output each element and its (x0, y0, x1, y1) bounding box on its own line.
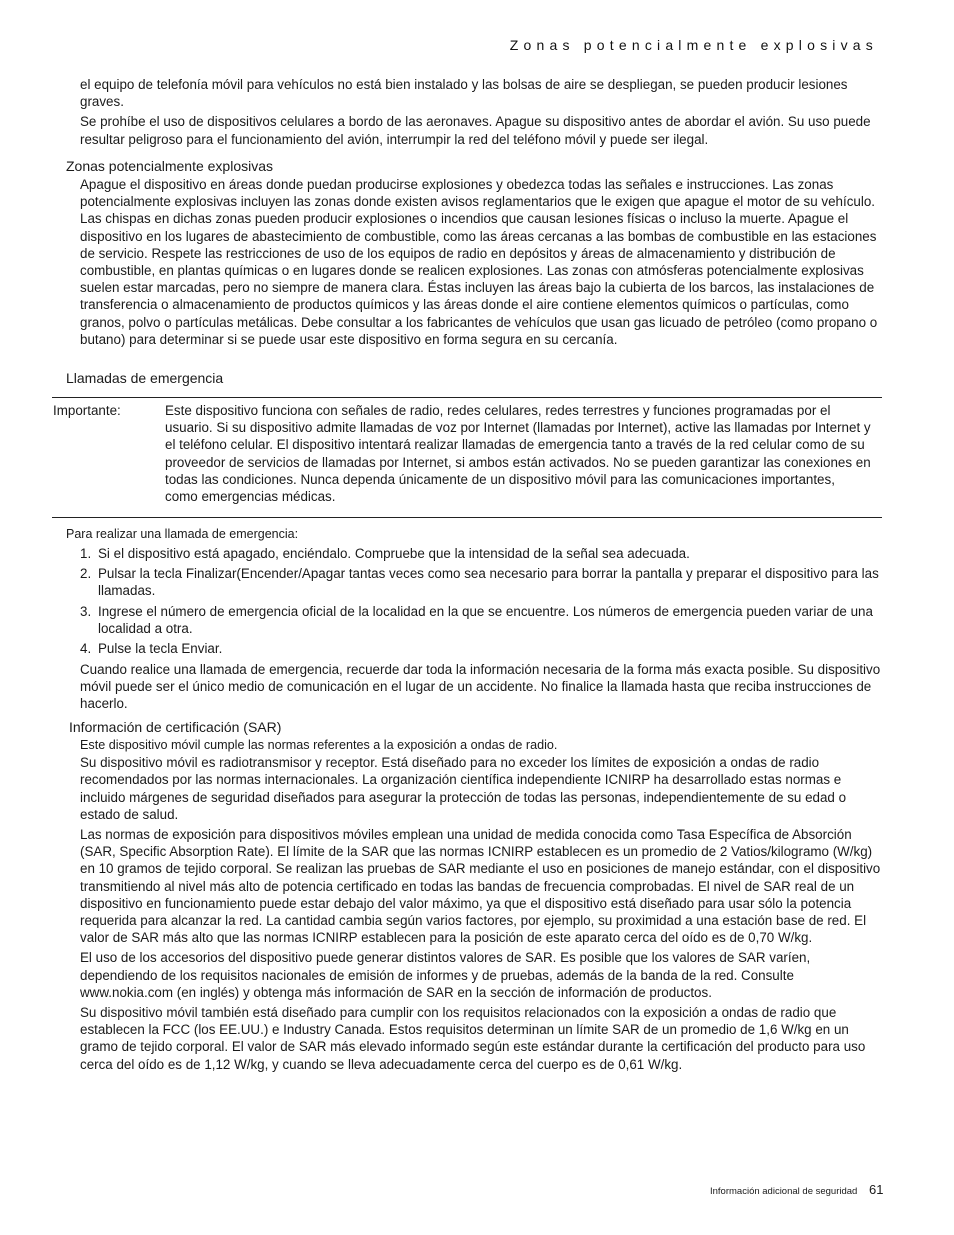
intro-paragraph: el equipo de telefonía móvil para vehículos no está bien instalado y las bolsas de aire se despliegan, se pueden producir lesiones graves. (80, 77, 848, 110)
sar-paragraph: El uso de los accesorios del dispositivo puede generar distintos valores de SAR. Es posible que los valores de SAR varíen, dependiendo de los requisitos nacionales de emisión de informes y de pruebas, además de la banda de la red. Consulte www.nokia.com (en inglés) y obtenga más información de SAR en la sección de información de productos. (80, 950, 811, 1000)
closing-paragraph: Cuando realice una llamada de emergencia, recuerde dar toda la información necesaria de la forma más exacta posible. Su dispositivo móvil puede ser el único medio de comunicación en el lugar de un accidente. No finalice la llamada hasta que reciba instrucciones de hacerlo. (80, 662, 881, 712)
sar-paragraph: Las normas de exposición para dispositivos móviles emplean una unidad de medida conocida como Tasa Específica de Absorción (SAR, Specific Absorption Rate). El límite de la SAR que las normas ICNIRP establecen es un promedio de 2 Vatios/kilogramo (W/kg) en 10 gramos de tejido corporal. Se realizan las pruebas de SAR mediante el uso en posiciones de manejo estándar, con el dispositivo transmitiendo al nivel más alto de potencia certificado en todas las bandas de frecuencia comprobadas. El nivel de SAR real de un dispositivo en funcionamiento puede estar debajo del valor máximo, ya que el dispositivo está diseñado para usar sólo la potencia requerida para alcanzar la red. La cantidad cambia según varios factores, por ejemplo, su proximidad a una estación base de red. El valor de SAR más alto que las normas ICNIRP establecen para la posición de este aparato cerca del oído es de 0,70 W/kg. (80, 827, 881, 946)
sar-paragraph: Su dispositivo móvil también está diseñado para cumplir con los requisitos relacionados con la exposición a ondas de radio que establecen la FCC (los EE.UU.) e Industry Canada. Estos requisitos determinan un límite SAR de un promedio de 1,6 W/kg en un gramo de tejido corporal. El valor de SAR más elevado informado según este estándar durante la certificación del producto para uso cerca del oído es de 1,12 W/kg, y cuando se lleva adecuadamente cerca del cuerpo es de 0,61 W/kg. (80, 1005, 866, 1072)
step-number: 3. (80, 603, 92, 619)
sar-lead: Este dispositivo móvil cumple las normas referentes a la exposición a ondas de radio. (80, 738, 558, 752)
step-text: Ingrese el número de emergencia oficial de la localidad en la que se encuentre. Los números de emergencia pueden variar de una localidad a otra. (98, 603, 873, 636)
step-item (80, 545, 884, 562)
intro-section (80, 76, 884, 148)
step-number: 1. (80, 546, 92, 561)
step-item (80, 603, 884, 637)
explosive-section (80, 176, 884, 348)
important-note-box (52, 397, 882, 518)
step-item (80, 640, 884, 657)
step-number: 2. (80, 566, 92, 582)
note-label: Importante: (53, 403, 121, 418)
step-number: 4. (80, 641, 92, 657)
emergency-closing (80, 661, 884, 713)
procedure-heading: Para realizar una llamada de emergencia: (66, 527, 299, 541)
footer-section-label: Información adicional de seguridad (710, 1186, 858, 1197)
section-heading-emergency: Llamadas de emergencia (66, 370, 224, 386)
explosive-paragraph: Apague el dispositivo en áreas donde puedan producirse explosiones y obedezca todas las señales e instrucciones. Las zonas potencialmente explosivas incluyen las zonas donde existen avisos reglamentarios que le exigen que apague el motor de su vehículo. Las chispas en dichas zonas pueden producir explosiones o incendios que causan lesiones físicas o incluso la muerte. Apague el dispositivo en los lugares de abastecimiento de combustible, como las áreas cercanas a las bombas de combustible en las estaciones de servicio. Respete las restricciones de uso de los equipos de radio en depósitos y áreas de almacenamiento y distribución de combustible, en plantas químicas o en lugares donde se realicen explosiones. Las zonas con atmósferas potencialmente explosivas suelen estar marcadas, pero no siempre de manera clara. Éstas incluyen las áreas bajo la cubierta de los barcos, las instalaciones de transferencia o almacenamiento de productos químicos y las áreas donde el aire contiene elementos químicos o partículas, como granos, polvo o partículas metálicas. Debe consultar a los fabricantes de vehículos que usan gas licuado de petróleo (como propano o butano) para determinar si se puede usar este dispositivo en forma segura en su cercanía. (80, 177, 878, 347)
page-number: 61 (869, 1182, 884, 1197)
sar-section (80, 737, 884, 1073)
sar-paragraph: Su dispositivo móvil es radiotransmisor y receptor. Está diseñado para no exceder los límites de exposición a ondas de radio recomendados por las normas internacionales. La organización científica independiente ICNIRP ha desarrollado estas normas e incluido márgenes de seguridad diseñados para asegurar la protección de todas las personas, independientemente de su edad o estado de salud. (80, 755, 847, 822)
section-heading-explosive: Zonas potencialmente explosivas (66, 158, 274, 174)
running-head: Zonas potencialmente explosivas (509, 37, 878, 53)
step-item (80, 565, 884, 599)
step-text: Si el dispositivo está apagado, enciéndalo. Compruebe que la intensidad de la señal sea adecuada. (98, 546, 690, 561)
note-text: Este dispositivo funciona con señales de radio, redes celulares, redes terrestres y funciones programadas por el usuario. Si su dispositivo admite llamadas de voz por Internet (llamadas por Internet), active las llamadas por Internet y el teléfono celular. El dispositivo intentará realizar llamadas de emergencia tanto a través de la red celular como de su proveedor de servicios de llamadas por Internet, si ambos están activados. No se pueden garantizar las conexiones en todas las condiciones. Nunca dependa únicamente de un dispositivo móvil para las comunicaciones importantes, como emergencias médicas. (165, 403, 871, 505)
intro-paragraph: Se prohíbe el uso de dispositivos celulares a bordo de las aeronaves. Apague su dispositivo antes de abordar el avión. Su uso puede resultar peligroso para el funcionamiento del avión, interrumpir la red del teléfono móvil y puede ser ilegal. (80, 114, 871, 147)
emergency-steps-list (80, 545, 884, 660)
step-text: Pulse la tecla Enviar. (98, 641, 223, 657)
section-heading-sar: Información de certificación (SAR) (69, 719, 282, 735)
step-text: Pulsar la tecla Finalizar(Encender/Apagar tantas veces como sea necesario para borrar la pantalla y preparar el dispositivo para las llamadas. (98, 566, 879, 599)
